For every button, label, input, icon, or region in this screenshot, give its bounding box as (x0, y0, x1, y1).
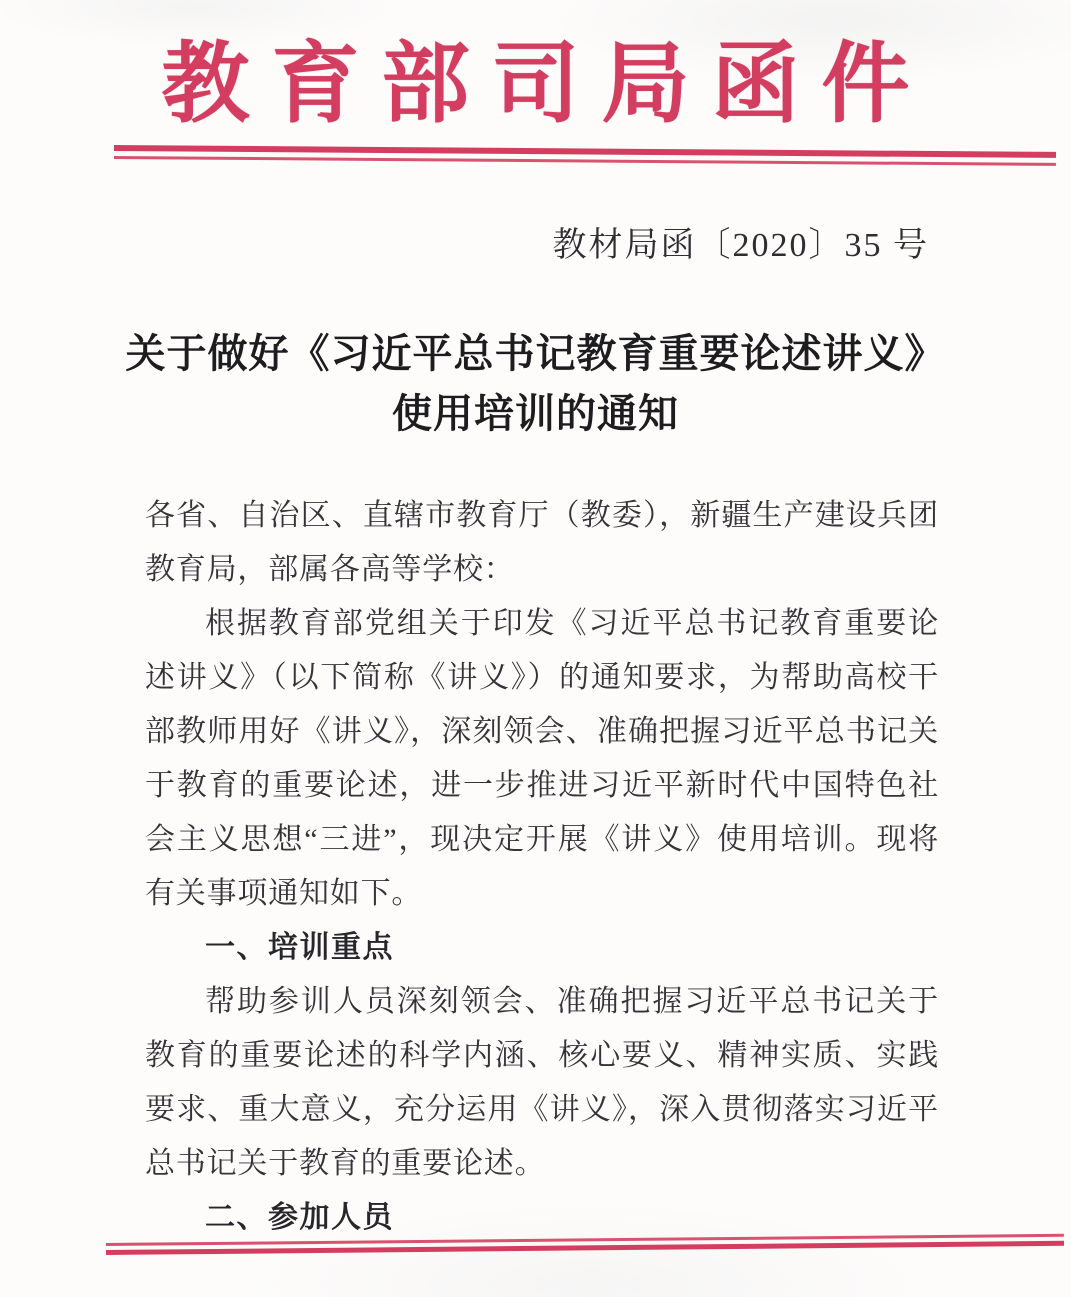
paragraph-training-focus: 帮助参训人员深刻领会、准确把握习近平总书记关于教育的重要论述的科学内涵、核心要义、精神实质、实践要求、重大意义，充分运用《讲义》，深入贯彻落实习近平总书记关于教育的重要论述。 (145, 985, 939, 1180)
paragraph-intro: 根据教育部党组关于印发《习近平总书记教育重要论述讲义》（以下简称《讲义》）的通知要求，为帮助高校干部教师用好《讲义》，深刻领会、准确把握习近平总书记关于教育的重要论述，进一步推进习近平新时代中国特色社会主义思想“三进”，现决定开展《讲义》使用培训。现将有关事项通知如下。 (145, 607, 939, 910)
document-title (0, 324, 1071, 444)
document-title-line2: 使用培训的通知 (392, 391, 679, 436)
masthead-divider (114, 145, 1056, 165)
masthead-title: 教育部司局函件 (161, 37, 932, 134)
document-title-line1: 关于做好《习近平总书记教育重要论述讲义》 (125, 331, 946, 376)
salutation: 各省、自治区、直辖市教育厅（教委），新疆生产建设兵团教育局，部属各高等学校： (145, 499, 939, 586)
document-number: 教材局函〔2020〕35 号 (552, 227, 929, 264)
section-heading-2: 二、参加人员 (205, 1201, 394, 1234)
document-body (145, 489, 939, 1245)
section-heading-1: 一、培训重点 (205, 931, 394, 964)
